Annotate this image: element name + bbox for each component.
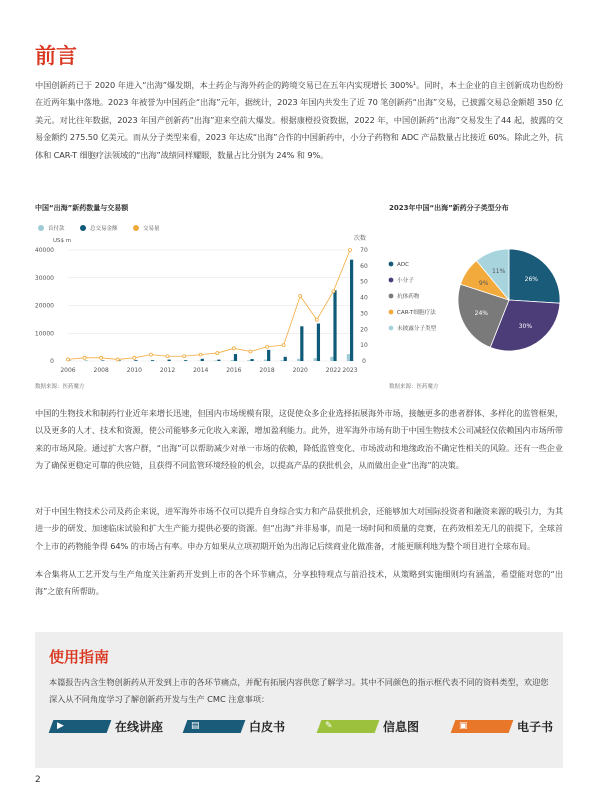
bar-total (101, 360, 104, 361)
guide-item-lecture: ▶ 在线讲座 (51, 718, 163, 735)
bar-total (333, 290, 336, 361)
y2-tick-label: 20 (360, 326, 368, 334)
y2-tick-label: 60 (360, 262, 368, 270)
bar-total (134, 360, 137, 361)
pie-legend-marker (389, 262, 394, 267)
document-icon: ▤ (191, 721, 200, 731)
bar-total (184, 360, 187, 361)
legend-count: 交易量 (133, 224, 160, 232)
bar-upfront (231, 360, 234, 361)
pie-legend-label: CAR-T细胞疗法 (397, 310, 436, 316)
pie-chart-title: 2023年中国“出海”新药分子类型分布 (389, 204, 509, 212)
bar-total (168, 360, 171, 361)
point-count (67, 358, 70, 361)
intro-paragraph-1: 中国创新药已于 2020 年进入“出海”爆发期，本土药企与海外药企的跨境交易已在五年内实现增长 300%¹。同时，本土企业的自主创新成功也纷纷在近两年集中落地。2023 年被誉为中国药企“出海”元年，据统计，2023 年国内共发生了近 70 笔创新药“出海”交易，已披露交易总金额超 350 亿美元。对比往年数据，2023 年国产创新药“出海”迎来空前大爆发。根据康橙投资数据，2022 年，中国创新药“出海”交易发生了44 起，披露的交易金额约 275.50 亿美元。而从分子类型来看，2023 年达成“出海”合作的中国新药中，小分子药物和 ADC 产品数量占比接近 60%。除此之外，抗体和 CAR-T 细胞疗法领域的“出海”战绩同样耀眼，数量占比分别为 24% 和 9%。 (35, 80, 563, 160)
guide-item-whitepaper: ▤ 白皮书 (185, 718, 285, 735)
pie-slice-label: 9% (478, 279, 489, 287)
intro-paragraph-2: 中国的生物技术和制药行业近年来增长迅速，但国内市场规模有限，这促使众多企业选择拓展海外市场，接触更多的患者群体、多样化的监管框架，以及更多的人才、技术和资源，使公司能够多元化收入来源，增加盈利能力。此外，进军海外市场有助于中国生物技术公司减轻仅依赖国内市场所带来的市场风险。通过扩大客户群，“出海”可以帮助减少对单一市场的依赖，降低监管变化、市场波动和地缘政治不确定性相关的风险。还有一些企业为了确保更稳定可靠的供应链，且获得不同监管环境经验的机会，以提高产品的获批机会，从而做出企业“出海”的决策。 (35, 408, 563, 471)
pie-legend-marker (389, 278, 394, 283)
y-tick-label: 30000 (34, 274, 54, 282)
pencil-icon: ✎ (325, 721, 333, 731)
y2-tick-label: 50 (360, 278, 368, 286)
x-tick-label: 2010 (126, 367, 142, 374)
point-count (100, 356, 103, 359)
bar-total (151, 360, 154, 361)
y2-tick-label: 40 (360, 294, 368, 302)
bar-chart (30, 228, 370, 383)
usage-guide-box (35, 632, 563, 768)
y-tick-label: 10000 (34, 330, 54, 338)
guide-title: 使用指南 (49, 648, 110, 666)
bar-upfront (247, 360, 250, 361)
pie-slice-label: 30% (518, 322, 533, 330)
pie-legend-marker (389, 310, 394, 315)
bar-upfront (297, 359, 300, 361)
bar-upfront (214, 360, 217, 361)
guide-item-infographic: ✎ 信息图 (319, 718, 419, 735)
pie-slice-label: 11% (491, 268, 506, 276)
y2-tick-label: 30 (360, 310, 368, 318)
x-tick-label: 2012 (159, 367, 176, 374)
bar-upfront (280, 360, 283, 361)
y2-axis-unit: 次数 (353, 235, 367, 242)
pie-legend-marker (389, 326, 394, 331)
y-axis-unit: US$ m (52, 238, 72, 244)
point-count (216, 352, 219, 355)
pie-slice-label: 24% (474, 310, 488, 318)
pie-chart (386, 232, 566, 382)
video-icon: ▶ (57, 721, 64, 731)
x-tick-label: 2020 (292, 367, 308, 374)
legend-total: 总交易金额 (80, 224, 118, 232)
x-tick-label: 2023 (342, 367, 358, 374)
bar-upfront (330, 357, 333, 361)
bar-upfront (314, 358, 317, 361)
x-tick-label: 2022 (325, 367, 342, 374)
guide-item-ebook: ▣ 电子书 (453, 718, 553, 735)
y-tick-label: 40000 (34, 247, 54, 254)
point-count (199, 353, 202, 356)
guide-text: 本篇报告内含生物创新药从开发到上市的各环节痛点，并配有拓展内容供您了解学习。其中不同颜色的指示框代表不同的资料类型，欢迎您深入从不同角度学习了解创新药开发与生产 CMC 注意事项： (49, 677, 549, 704)
x-tick-label: 2016 (226, 367, 242, 374)
point-count (299, 294, 302, 297)
bar-chart-source: 数据来源：医药魔方 (35, 384, 85, 390)
bar-total (267, 350, 270, 361)
point-count (232, 347, 235, 350)
legend-upfront: 首付款 (38, 224, 65, 232)
y2-tick-label: 70 (360, 247, 368, 254)
intro-paragraph-3: 对于中国生物技术公司及药企来说，进军海外市场不仅可以提升自身综合实力和产品获批机会，还能够加大对国际投资者和融资来源的吸引力，为其进一步的研发、加速临床试验和扩大生产能力提供必要的资源。但“出海”并非易事，而是一场时间和质量的竞赛，在药效相差无几的前提下，全球首个上市的药物能争得 64% 的市场占有率。申办方如果从立项初期开始为出海记后续商业化做准备，才能更顺利地为整个项目进行全球布局。 (35, 506, 563, 551)
pie-slice-label: 26% (524, 276, 538, 284)
point-count (166, 355, 169, 358)
bar-upfront (264, 360, 267, 361)
point-count (266, 345, 269, 348)
line-count (68, 250, 350, 359)
pie-legend-label: ADC (397, 262, 410, 268)
bar-total (300, 326, 303, 361)
point-count (83, 356, 86, 359)
pie-legend-label: 未披露分子类型 (397, 326, 437, 332)
bar-chart-title: 中国“出海”新药数量与交易额 (35, 204, 129, 212)
bar-total (284, 357, 287, 361)
page-number: 2 (35, 775, 41, 785)
bar-total (250, 359, 253, 361)
intro-paragraph-4: 本合集将从工艺开发与生产角度关注新药开发到上市的各个环节痛点，分享独特观点与前沿技术，从策略到实施细则均有涵盖，希望能对您的“出海”之旅有所帮助。 (35, 569, 563, 597)
point-count (149, 353, 152, 356)
y-tick-label: 20000 (34, 302, 54, 310)
bar-total (234, 354, 237, 361)
bar-total (217, 360, 220, 361)
y2-tick-label: 0 (362, 358, 366, 365)
x-tick-label: 2018 (259, 367, 275, 374)
page-title: 前言 (35, 44, 77, 68)
y2-tick-label: 10 (360, 342, 368, 350)
bar-total (201, 359, 204, 361)
pie-legend-label: 抗体药物 (397, 294, 420, 300)
bar-upfront (347, 354, 350, 361)
y-tick-label: 0 (50, 358, 54, 365)
x-tick-label: 2014 (193, 367, 209, 374)
point-count (282, 344, 285, 347)
point-count (116, 358, 119, 361)
point-count (349, 249, 352, 252)
point-count (315, 318, 318, 321)
pie-legend-marker (389, 294, 394, 299)
point-count (133, 356, 136, 359)
x-tick-label: 2008 (93, 367, 109, 374)
ebook-icon: ▣ (459, 721, 468, 731)
pie-chart-source: 数据来源：医药魔方 (389, 384, 439, 390)
point-count (183, 355, 186, 358)
bar-total (317, 324, 320, 361)
pie-legend-label: 小分子 (397, 278, 414, 284)
point-count (249, 350, 252, 353)
bar-total (350, 260, 353, 361)
point-count (332, 290, 335, 293)
x-tick-label: 2006 (60, 367, 76, 374)
